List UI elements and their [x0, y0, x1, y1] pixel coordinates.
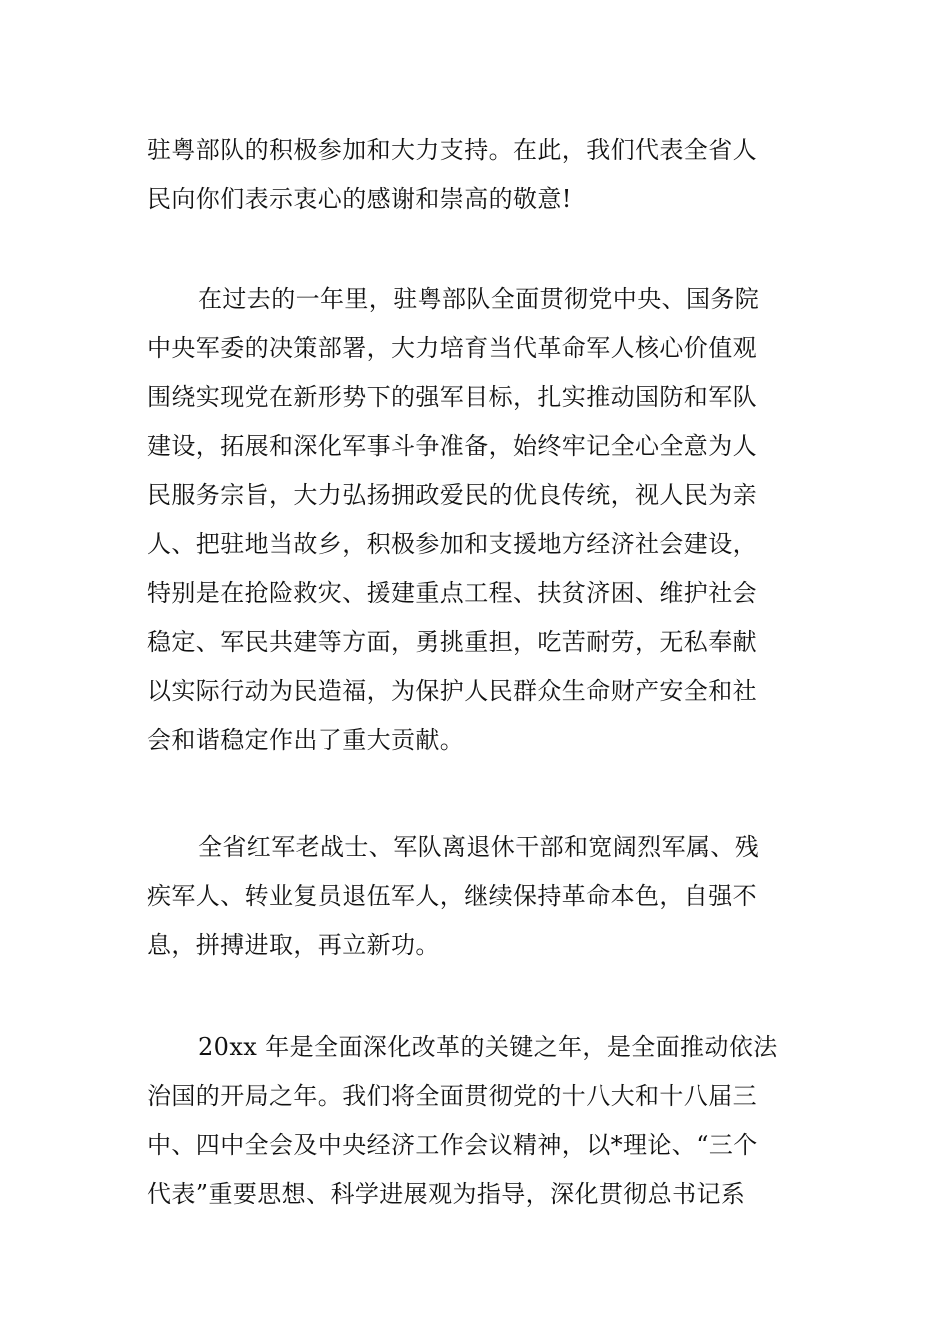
text-line: 会和谐稳定作出了重大贡献。 [147, 726, 465, 754]
text-line: 以实际行动为民造福，为保护人民群众生命财产安全和社 [147, 677, 757, 705]
paragraph-3 [147, 823, 807, 970]
text-line: 中央军委的决策部署，大力培育当代革命军人核心价值观 [147, 334, 757, 362]
text-line: 围绕实现党在新形势下的强军目标，扎实推动国防和军队 [147, 383, 757, 411]
paragraph-1 [147, 126, 807, 224]
paragraph-4 [147, 1023, 807, 1219]
text-line: 疾军人、转业复员退伍军人，继续保持革命本色，自强不 [147, 882, 757, 910]
text-line: 人、把驻地当故乡，积极参加和支援地方经济社会建设， [147, 530, 757, 558]
text-line: 民向你们表示衷心的感谢和崇高的敬意! [147, 185, 572, 213]
text-line: 建设，拓展和深化军事斗争准备，始终牢记全心全意为人 [147, 432, 757, 460]
text-line: 民服务宗旨，大力弘扬拥政爱民的优良传统，视人民为亲 [147, 481, 757, 509]
text-line: 全省红军老战士、军队离退休干部和宽阔烈军属、残 [198, 833, 760, 861]
text-line: 驻粤部队的积极参加和大力支持。在此，我们代表全省人 [147, 136, 757, 164]
text-line: 特别是在抢险救灾、援建重点工程、扶贫济困、维护社会 [147, 579, 757, 607]
paragraph-2 [147, 275, 807, 765]
text-line: 代表”重要思想、科学进展观为指导，深化贯彻总书记系 [147, 1180, 746, 1208]
text-line: 息，拼搏进取，再立新功。 [147, 931, 440, 959]
text-line: 中、四中全会及中央经济工作会议精神，以*理论、“三个 [147, 1131, 758, 1159]
text-line: 稳定、军民共建等方面，勇挑重担，吃苦耐劳，无私奉献 [147, 628, 757, 656]
text-line: 20xx 年是全面深化改革的关键之年，是全面推动依法 [198, 1033, 778, 1061]
text-line: 在过去的一年里，驻粤部队全面贯彻党中央、国务院 [198, 285, 760, 313]
text-line: 治国的开局之年。我们将全面贯彻党的十八大和十八届三 [147, 1082, 757, 1110]
